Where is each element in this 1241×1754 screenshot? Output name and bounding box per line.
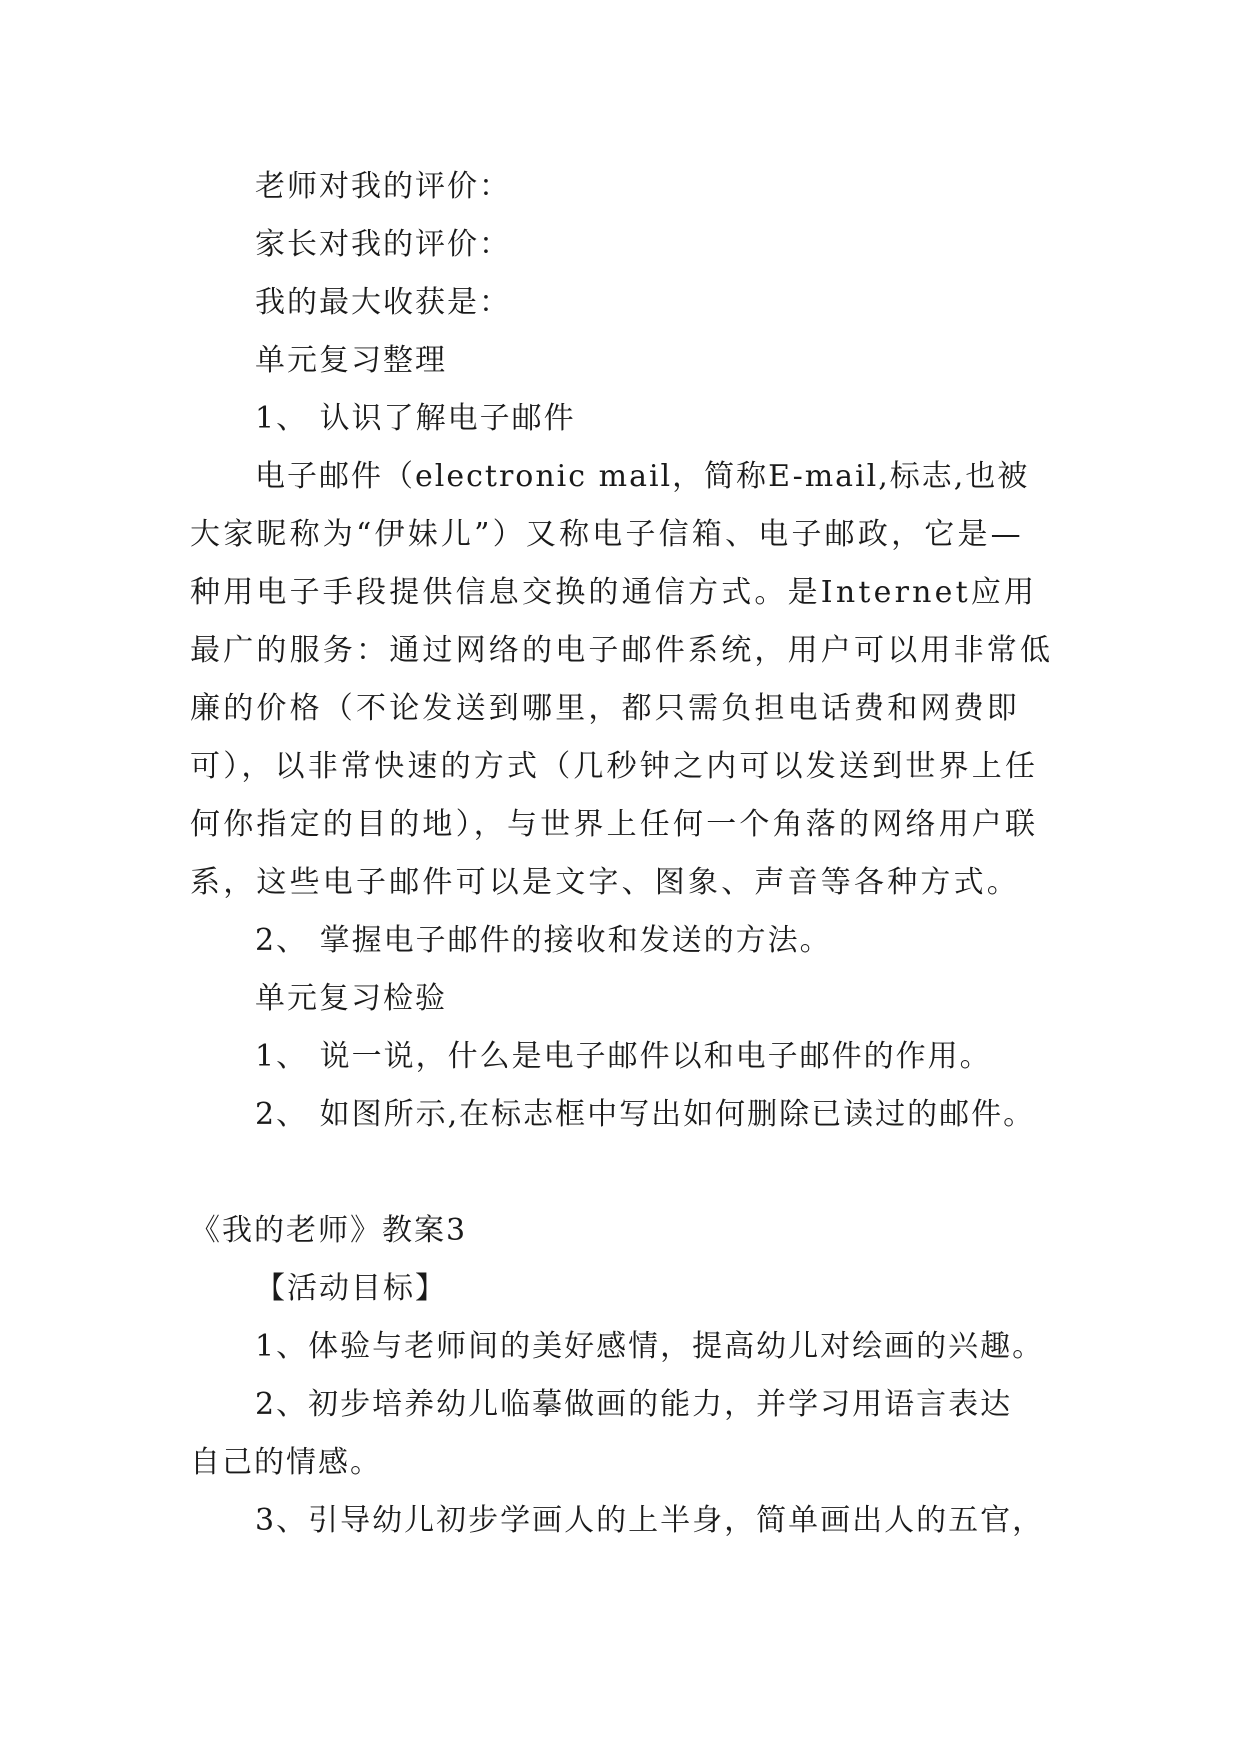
email-paragraph-line-8: 系，这些电子邮件可以是文字、图象、声音等各种方式。	[190, 865, 1020, 900]
goal-item-1: 1、体验与老师间的美好感情，提高幼儿对绘画的兴趣。	[255, 1329, 1045, 1364]
email-paragraph-line-3: 种用电子手段提供信息交换的通信方式。是Internet应用	[190, 575, 1038, 610]
goal-item-2-line-1: 2、初步培养幼儿临摹做画的能力，并学习用语言表达	[255, 1387, 1013, 1422]
review-item-1: 1、 认识了解电子邮件	[255, 401, 576, 436]
activity-goals-heading: 【活动目标】	[255, 1271, 447, 1306]
email-paragraph-line-2: 大家昵称为“伊妹儿”）又称电子信箱、电子邮政，它是—	[190, 517, 1024, 552]
email-paragraph-line-5: 廉的价格（不论发送到哪里，都只需负担电话费和网费即	[190, 691, 1020, 726]
email-paragraph-line-7: 何你指定的目的地），与世界上任何一个角落的网络用户联	[190, 807, 1039, 842]
email-paragraph-line-1: 电子邮件（electronic mail，简称E-mail,标志,也被	[255, 459, 1030, 494]
check-item-1: 1、 说一说，什么是电子邮件以和电子邮件的作用。	[255, 1039, 992, 1074]
email-paragraph-line-6: 可），以非常快速的方式（几秒钟之内可以发送到世界上任	[190, 749, 1039, 784]
check-heading: 单元复习检验	[255, 981, 447, 1016]
email-paragraph-line-4: 最广的服务：通过网络的电子邮件系统，用户可以用非常低	[190, 633, 1054, 668]
teacher-evaluation-label: 老师对我的评价：	[255, 169, 511, 204]
lesson-plan-title: 《我的老师》教案3	[190, 1213, 468, 1248]
biggest-gain-label: 我的最大收获是：	[255, 285, 511, 320]
goal-item-2-line-2: 自己的情感。	[190, 1445, 382, 1480]
check-item-2: 2、 如图所示,在标志框中写出如何删除已读过的邮件。	[255, 1097, 1036, 1132]
review-heading: 单元复习整理	[255, 343, 447, 378]
parent-evaluation-label: 家长对我的评价：	[255, 227, 511, 262]
review-item-2: 2、 掌握电子邮件的接收和发送的方法。	[255, 923, 832, 958]
goal-item-3: 3、引导幼儿初步学画人的上半身，简单画出人的五官，	[255, 1503, 1045, 1538]
